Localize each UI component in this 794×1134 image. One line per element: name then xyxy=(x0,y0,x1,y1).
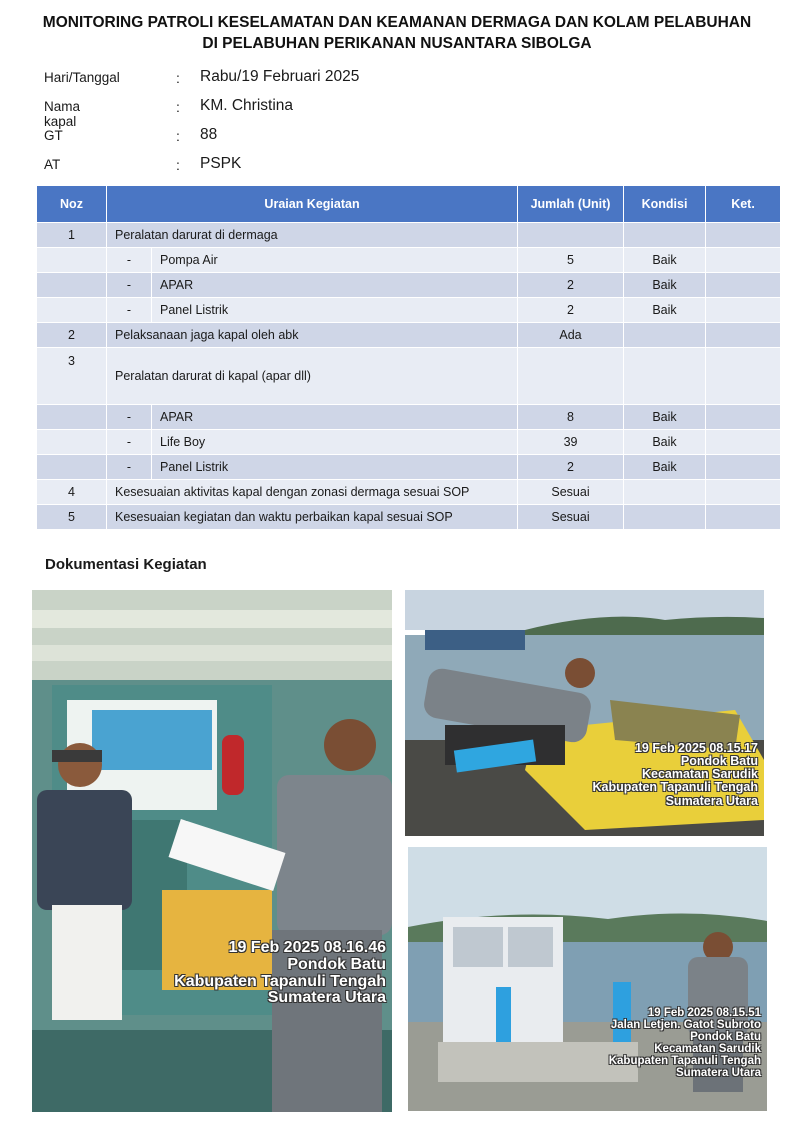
title-line-2: DI PELABUHAN PERIKANAN NUSANTARA SIBOLGA xyxy=(202,35,592,52)
activity-table xyxy=(36,185,781,530)
row-kondisi xyxy=(624,505,706,530)
row-no: 1 xyxy=(37,223,107,248)
info-label: Nama kapal xyxy=(44,99,81,129)
row-no: 4 xyxy=(37,480,107,505)
row-dash: - xyxy=(107,430,152,455)
stamp-line: Kabupaten Tapanuli Tengah xyxy=(592,780,758,795)
row-no xyxy=(37,273,107,298)
table-row xyxy=(37,505,781,530)
photo-dock-dispenser xyxy=(408,847,767,1111)
row-text: Panel Listrik xyxy=(152,298,518,323)
row-ket xyxy=(706,505,781,530)
row-dash: - xyxy=(107,405,152,430)
photo-cabin-inspection xyxy=(32,590,392,1112)
row-jumlah xyxy=(518,223,624,248)
info-label: AT xyxy=(44,157,61,172)
stamp-line: Pondok Batu xyxy=(680,754,758,769)
row-kondisi: Baik xyxy=(624,298,706,323)
photo-timestamp xyxy=(592,742,758,808)
row-kondisi xyxy=(624,348,706,405)
row-jumlah: Sesuai xyxy=(518,480,624,505)
header-kondisi: Kondisi xyxy=(624,186,706,223)
header-no: Noz xyxy=(37,186,107,223)
table-row xyxy=(37,455,781,480)
info-colon: : xyxy=(176,70,180,86)
row-jumlah: 8 xyxy=(518,405,624,430)
stamp-line: Kecamatan Sarudik xyxy=(654,1043,761,1056)
row-dash: - xyxy=(107,248,152,273)
row-dash: - xyxy=(107,298,152,323)
row-kondisi xyxy=(624,223,706,248)
stamp-line: Kecamatan Sarudik xyxy=(641,767,758,782)
table-row xyxy=(37,480,781,505)
row-ket xyxy=(706,323,781,348)
title-line-1: MONITORING PATROLI KESELAMATAN DAN KEAMANAN DERMAGA DAN KOLAM PELABUHAN xyxy=(42,14,752,31)
documentation-title: Dokumentasi Kegiatan xyxy=(45,556,207,573)
row-jumlah: 5 xyxy=(518,248,624,273)
row-jumlah: 2 xyxy=(518,455,624,480)
header-jumlah: Jumlah (Unit) xyxy=(518,186,624,223)
info-colon: : xyxy=(176,128,180,144)
info-value: KM. Christina xyxy=(200,97,294,114)
table-row xyxy=(37,405,781,430)
row-jumlah: 2 xyxy=(518,298,624,323)
row-ket xyxy=(706,455,781,480)
stamp-line: Kabupaten Tapanuli Tengah xyxy=(174,972,386,990)
stamp-line: Jalan Letjen. Gatot Subroto xyxy=(610,1019,761,1032)
stamp-line: Kabupaten Tapanuli Tengah xyxy=(608,1055,761,1068)
photo-timestamp xyxy=(174,940,386,1007)
document-title xyxy=(0,12,794,54)
stamp-line: Sumatera Utara xyxy=(665,793,758,808)
stamp-line: Pondok Batu xyxy=(690,1031,761,1044)
row-text: APAR xyxy=(152,273,518,298)
table-row xyxy=(37,273,781,298)
row-jumlah: Ada xyxy=(518,323,624,348)
row-text: Peralatan darurat di dermaga xyxy=(107,223,518,248)
row-jumlah: 39 xyxy=(518,430,624,455)
table-row xyxy=(37,223,781,248)
table-row xyxy=(37,298,781,323)
row-no xyxy=(37,248,107,273)
row-jumlah: Sesuai xyxy=(518,505,624,530)
table-row xyxy=(37,430,781,455)
row-no xyxy=(37,455,107,480)
row-kondisi: Baik xyxy=(624,430,706,455)
row-kondisi: Baik xyxy=(624,273,706,298)
photo-dock-equipment xyxy=(405,590,764,836)
row-kondisi xyxy=(624,480,706,505)
table-header-row xyxy=(37,186,781,223)
row-no: 2 xyxy=(37,323,107,348)
row-dash: - xyxy=(107,455,152,480)
info-colon: : xyxy=(176,99,180,115)
row-ket xyxy=(706,405,781,430)
stamp-line: Sumatera Utara xyxy=(675,1067,761,1080)
row-ket xyxy=(706,273,781,298)
row-ket xyxy=(706,298,781,323)
photo-timestamp xyxy=(609,1007,761,1079)
row-kondisi: Baik xyxy=(624,455,706,480)
info-value: Rabu/19 Februari 2025 xyxy=(200,68,360,85)
stamp-line: 19 Feb 2025 08.16.46 xyxy=(228,939,386,956)
row-text: Panel Listrik xyxy=(152,455,518,480)
row-text: Pompa Air xyxy=(152,248,518,273)
row-no xyxy=(37,405,107,430)
stamp-line: 19 Feb 2025 08.15.17 xyxy=(634,741,758,755)
info-colon: : xyxy=(176,157,180,173)
row-text: Kesesuaian aktivitas kapal dengan zonasi dermaga sesuai SOP xyxy=(107,480,518,505)
stamp-line: Pondok Batu xyxy=(287,955,386,973)
row-kondisi xyxy=(624,323,706,348)
stamp-line: Sumatera Utara xyxy=(267,989,386,1007)
row-dash: - xyxy=(107,273,152,298)
row-ket xyxy=(706,430,781,455)
info-value: 88 xyxy=(200,126,218,143)
row-no xyxy=(37,430,107,455)
row-ket xyxy=(706,223,781,248)
row-ket xyxy=(706,480,781,505)
header-ket: Ket. xyxy=(706,186,781,223)
header-uraian: Uraian Kegiatan xyxy=(107,186,518,223)
row-kondisi: Baik xyxy=(624,248,706,273)
info-value: PSPK xyxy=(200,155,242,172)
row-kondisi: Baik xyxy=(624,405,706,430)
row-text: Kesesuaian kegiatan dan waktu perbaikan kapal sesuai SOP xyxy=(107,505,518,530)
row-text: APAR xyxy=(152,405,518,430)
row-text: Peralatan darurat di kapal (apar dll) xyxy=(107,348,518,405)
info-label: GT xyxy=(44,128,63,143)
table-row xyxy=(37,348,781,405)
row-no: 3 xyxy=(37,348,107,405)
photo-cabin-illustration xyxy=(32,590,392,1112)
row-text: Pelaksanaan jaga kapal oleh abk xyxy=(107,323,518,348)
table-row xyxy=(37,248,781,273)
row-no xyxy=(37,298,107,323)
row-text: Life Boy xyxy=(152,430,518,455)
row-jumlah xyxy=(518,348,624,405)
row-jumlah: 2 xyxy=(518,273,624,298)
row-ket xyxy=(706,248,781,273)
row-no: 5 xyxy=(37,505,107,530)
table-row xyxy=(37,323,781,348)
info-label: Hari/Tanggal xyxy=(44,70,120,85)
row-ket xyxy=(706,348,781,405)
stamp-line: 19 Feb 2025 08.15.51 xyxy=(647,1007,761,1019)
